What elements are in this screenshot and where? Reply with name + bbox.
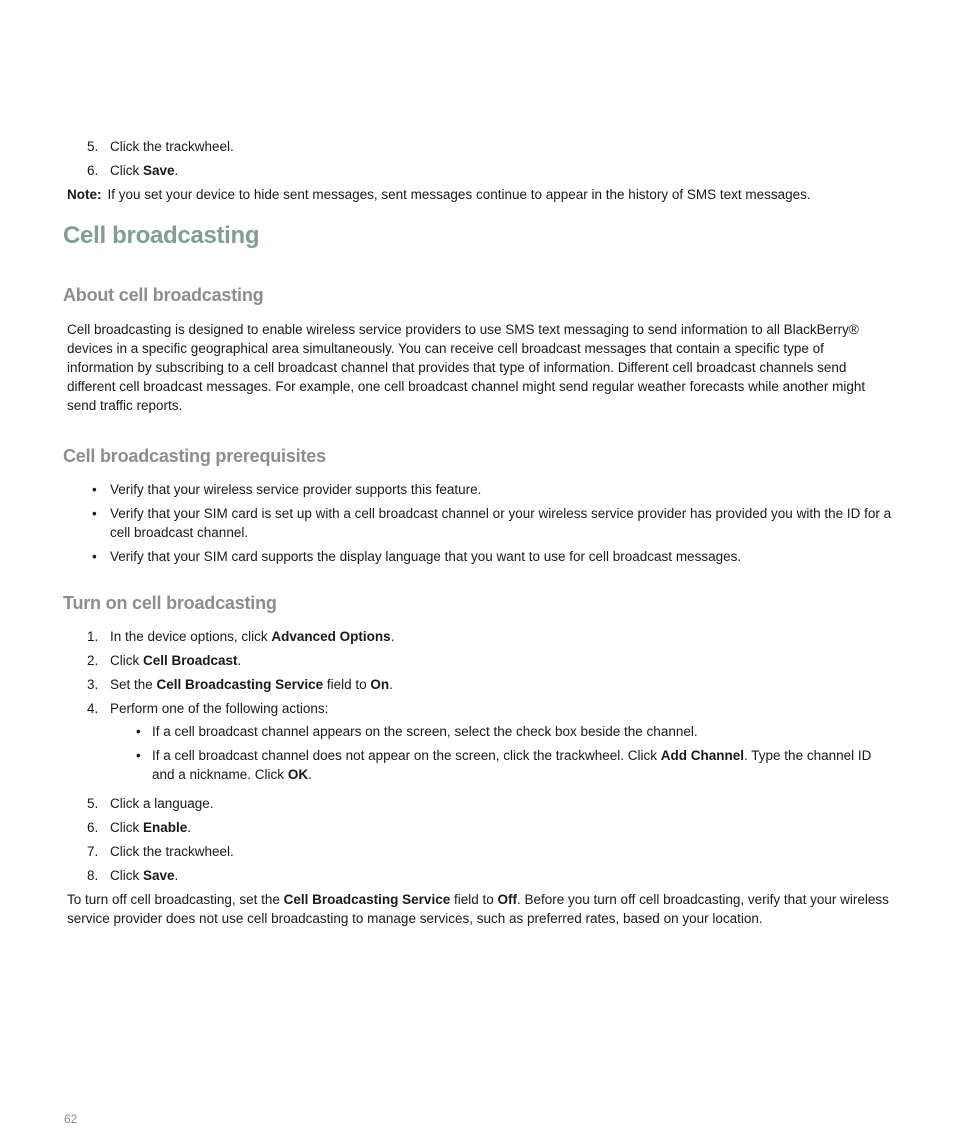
sub-list bbox=[110, 722, 892, 784]
step-number: 7. bbox=[87, 844, 99, 859]
list-item bbox=[67, 137, 892, 156]
step-after: . bbox=[390, 629, 395, 644]
step-bold: On bbox=[370, 677, 390, 692]
turn-on-steps-continued bbox=[67, 794, 892, 890]
step-number: 6. bbox=[87, 163, 99, 178]
closing-part: To turn off cell broadcasting, set the bbox=[67, 892, 284, 907]
bullet-marker: • bbox=[92, 549, 97, 564]
bullet-marker: • bbox=[92, 482, 97, 497]
list-item bbox=[67, 818, 892, 837]
step-text: Click bbox=[110, 653, 143, 668]
list-item bbox=[67, 651, 892, 670]
list-item bbox=[67, 480, 892, 499]
sub-text: . Type the channel ID and a nickname. Click bbox=[152, 748, 872, 782]
note-text: If you set your device to hide sent messages, sent messages continue to appear in the history of SMS text messages. bbox=[107, 187, 811, 202]
step-number: 1. bbox=[87, 629, 99, 644]
step-number: 8. bbox=[87, 868, 99, 883]
list-item bbox=[67, 699, 892, 784]
step-text: Click bbox=[110, 868, 143, 883]
list-item bbox=[67, 675, 892, 694]
closing-part: . Before you turn off cell broadcasting, verify that your wireless service provider does not use cell broadcasting to manage services, such as preferred rates, based on your location. bbox=[67, 892, 889, 926]
step-number: 3. bbox=[87, 677, 99, 692]
step-after: . bbox=[174, 868, 179, 883]
about-body bbox=[67, 320, 892, 415]
about-paragraph: Cell broadcasting is designed to enable wireless service providers to use SMS text messaging to send information to all BlackBerry® devices in a specific geographical area simultaneously. You can receive cell broadcast messages that contain a specific type of information by subscribing to a cell broadcast channel that provides that type of information. Different cell broadcast channels send different cell broadcast messages. For example, one cell broadcast channel might send regular weather forecasts while another might send traffic reports. bbox=[67, 322, 866, 413]
step-after: . bbox=[174, 163, 179, 178]
turn-on-heading: Turn on cell broadcasting bbox=[63, 593, 277, 613]
step-text: Set the bbox=[110, 677, 157, 692]
step-after: . bbox=[237, 653, 242, 668]
step-text: Click the trackwheel. bbox=[110, 844, 234, 859]
prereq-text: Verify that your SIM card is set up with a cell broadcast channel or your wireless service provider has provided you with the ID for a cell broadcast channel. bbox=[110, 506, 892, 540]
step-number: 5. bbox=[87, 796, 99, 811]
step-bold: Save bbox=[143, 868, 175, 883]
bullet-marker: • bbox=[136, 748, 141, 763]
step-text: Click a language. bbox=[110, 796, 214, 811]
step-text: Click bbox=[110, 163, 143, 178]
closing-bold: Cell Broadcasting Service bbox=[283, 892, 451, 907]
step-number: 4. bbox=[87, 701, 99, 716]
note-label: Note: bbox=[67, 187, 102, 202]
step-bold: Save bbox=[143, 163, 175, 178]
bullet-marker: • bbox=[136, 724, 141, 739]
step-number: 5. bbox=[87, 139, 99, 154]
turn-on-steps bbox=[67, 627, 892, 789]
closing-paragraph bbox=[67, 890, 892, 928]
closing-bold: Off bbox=[497, 892, 517, 907]
sub-text: If a cell broadcast channel appears on the screen, select the check box beside the channel. bbox=[152, 724, 698, 739]
sub-after: . bbox=[308, 767, 312, 782]
prereq-text: Verify that your SIM card supports the display language that you want to use for cell broadcast messages. bbox=[110, 549, 742, 564]
list-item bbox=[110, 722, 892, 741]
about-heading: About cell broadcasting bbox=[63, 285, 264, 305]
section-title: Cell broadcasting bbox=[63, 222, 260, 249]
step-text: In the device options, click bbox=[110, 629, 272, 644]
step-text: field to bbox=[323, 677, 371, 692]
step-after: . bbox=[389, 677, 393, 692]
list-item bbox=[67, 547, 892, 566]
list-item bbox=[67, 794, 892, 813]
step-text: Click bbox=[110, 820, 143, 835]
page-number: 62 bbox=[64, 1112, 78, 1126]
closing-part: field to bbox=[450, 892, 498, 907]
sub-bold: Add Channel bbox=[660, 748, 745, 763]
sub-text: If a cell broadcast channel does not appear on the screen, click the trackwheel. Click bbox=[152, 748, 661, 763]
closing-text bbox=[67, 890, 892, 928]
list-item bbox=[67, 866, 892, 885]
step-number: 6. bbox=[87, 820, 99, 835]
step-text: Click the trackwheel. bbox=[110, 139, 234, 154]
list-item bbox=[67, 627, 892, 646]
prereq-heading: Cell broadcasting prerequisites bbox=[63, 446, 326, 466]
step-bold: Enable bbox=[143, 820, 188, 835]
list-item bbox=[67, 161, 892, 180]
bullet-marker: • bbox=[92, 506, 97, 521]
note bbox=[67, 185, 892, 204]
sub-bold: OK bbox=[287, 767, 309, 782]
step-bold: Cell Broadcasting Service bbox=[156, 677, 324, 692]
prereq-text: Verify that your wireless service provider supports this feature. bbox=[110, 482, 482, 497]
list-item bbox=[67, 842, 892, 861]
list-item bbox=[110, 746, 892, 784]
step-bold: Cell Broadcast bbox=[143, 653, 238, 668]
step-number: 2. bbox=[87, 653, 99, 668]
prereq-list bbox=[67, 480, 892, 571]
top-steps bbox=[67, 137, 892, 185]
step-after: . bbox=[187, 820, 192, 835]
step-bold: Advanced Options bbox=[271, 629, 391, 644]
list-item bbox=[67, 504, 892, 542]
step-text: Perform one of the following actions: bbox=[110, 701, 329, 716]
